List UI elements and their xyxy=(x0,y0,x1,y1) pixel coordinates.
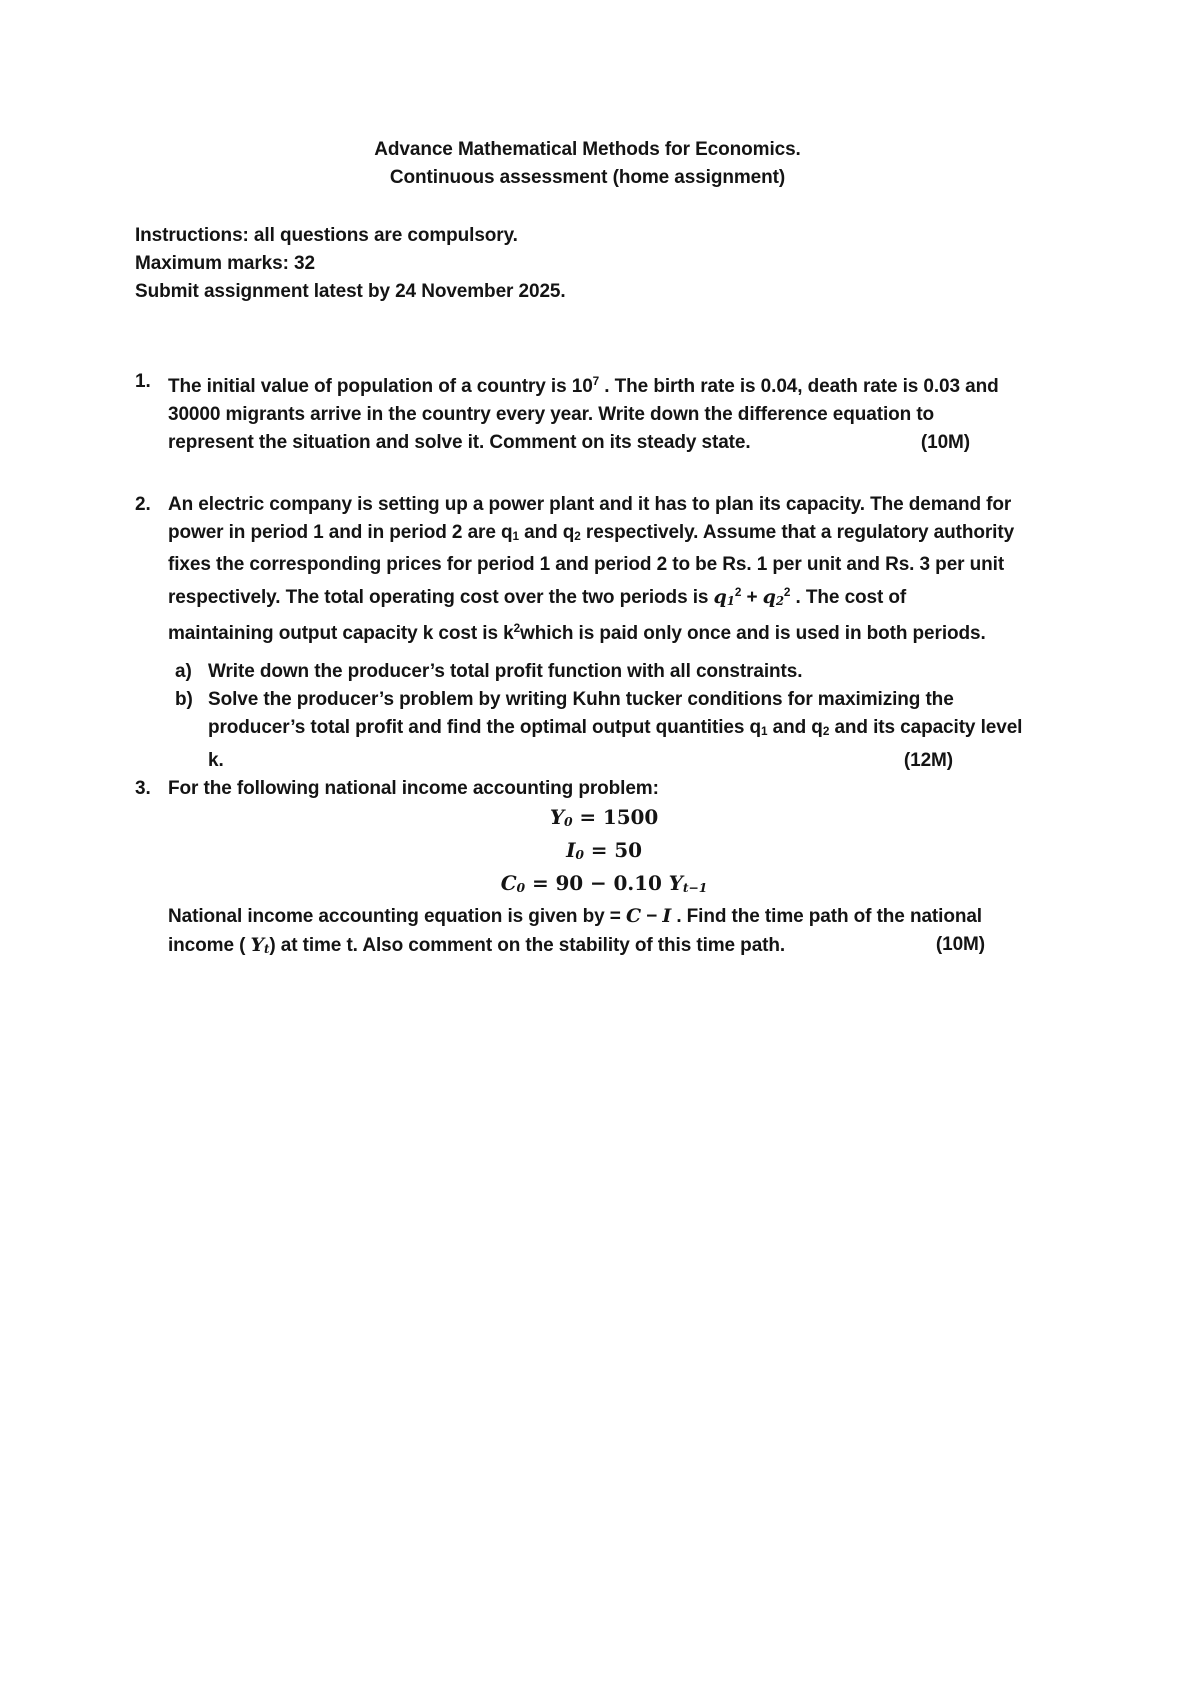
question-3-line xyxy=(168,931,1040,963)
question-2-number: 2. xyxy=(135,494,151,516)
question-1-line-text: represent the situation and solve it. Comment on its steady state. xyxy=(168,432,751,454)
question-2-line: maintaining output capacity k cost is $k^2which$ is paid only once and is used in both periods. xyxy=(168,622,986,645)
part-a-body xyxy=(208,658,1040,686)
instructions-line: Instructions: all questions are compulsory. xyxy=(135,225,518,246)
assignment-document xyxy=(135,136,1040,963)
max-marks-line: Maximum marks: 32 xyxy=(135,253,315,274)
question-3 xyxy=(135,775,1040,964)
equation-c0: C0 = 90 − 0.10 Yt−1 xyxy=(500,870,708,896)
question-3-number: 3. xyxy=(135,777,151,799)
question-3-body xyxy=(168,775,1040,964)
question-2-marks-badge: (12M) xyxy=(903,749,953,771)
question-2-part-b xyxy=(175,686,1040,774)
question-3-line-text: income ( Yt) at time t. Also comment on the stability of this time path. xyxy=(168,934,786,957)
part-b-line: producer’s total profit and find the optimal output quantities q1 and q2 and its capacity level xyxy=(208,717,1023,739)
question-1-line: The initial value of population of a country is $10^7$ . The birth rate is 0.04, death rate is 0.03 and xyxy=(168,375,999,398)
question-2-line: respectively. The total operating cost over the two periods is $q1^2 + q2^2$ . The cost of xyxy=(168,586,907,609)
part-b-line: Solve the producer’s problem by writing Kuhn tucker conditions for maximizing the xyxy=(208,689,954,711)
part-b-line xyxy=(208,747,1040,775)
document-title xyxy=(135,136,1040,192)
question-2-body xyxy=(168,491,1040,774)
submit-deadline-line: Submit assignment latest by 24 November 2025. xyxy=(135,281,566,302)
question-2-line: fixes the corresponding prices for period 1 and period 2 to be Rs. 1 per unit and Rs. 3 per unit xyxy=(168,554,1005,576)
question-1-line xyxy=(168,429,1040,457)
question-1-line: 30000 migrants arrive in the country every year. Write down the difference equation to xyxy=(168,404,935,426)
question-1-number: 1. xyxy=(135,371,151,392)
question-3-line: For the following national income accounting problem: xyxy=(168,777,659,799)
part-b-line-text: k. xyxy=(208,749,224,771)
question-2-part-a xyxy=(175,658,1040,686)
equation-y0: Y0 = 1500 xyxy=(549,804,659,829)
part-a-line: Write down the producer’s total profit function with all constraints. xyxy=(208,661,803,683)
part-a-marker: a) xyxy=(175,661,192,683)
question-3-marks-badge: (10M) xyxy=(935,934,985,956)
question-2-line: An electric company is setting up a power plant and it has to plan its capacity. The demand for xyxy=(168,494,1012,516)
part-b-marker: b) xyxy=(175,689,193,711)
question-1-body xyxy=(168,368,1040,457)
question-3-line: National income accounting equation is given by = C − I . Find the time path of the national xyxy=(168,905,982,928)
equation-i0: I0 = 50 xyxy=(566,837,642,862)
question-2-sublist xyxy=(168,658,1040,774)
question-2 xyxy=(135,491,1040,774)
part-b-body xyxy=(208,686,1040,774)
instructions-block xyxy=(135,222,1040,306)
title-line-1: Advance Mathematical Methods for Economics. xyxy=(374,139,801,160)
question-1 xyxy=(135,368,1040,457)
question-2-line: power in period 1 and in period 2 are q1 and q2 respectively. Assume that a regulatory authority xyxy=(168,522,1015,544)
title-line-2: Continuous assessment (home assignment) xyxy=(389,167,786,188)
question-1-marks-badge: (10M) xyxy=(920,432,970,454)
